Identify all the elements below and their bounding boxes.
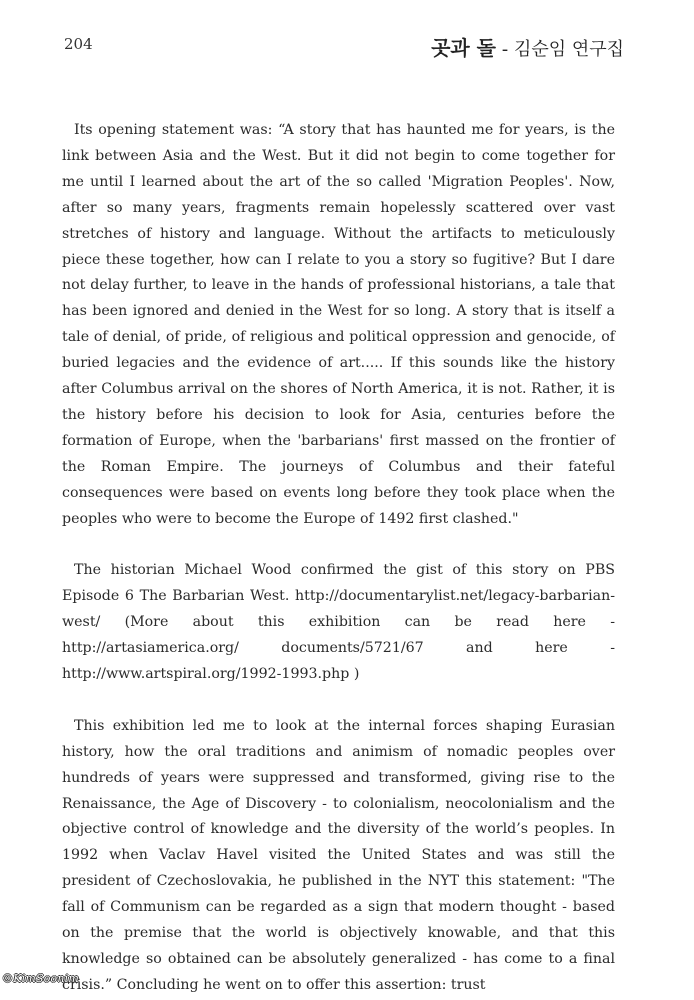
running-title-subtitle: - 김순임 연구집 (496, 39, 624, 60)
running-title (431, 32, 624, 61)
body-text (62, 118, 615, 999)
copyright-watermark: ©KimSoonim (2, 972, 79, 985)
page-number: 204 (64, 35, 93, 53)
paragraph-michael-wood: The historian Michael Wood confirmed the gist of this story on PBS Episode 6 The Barbarian West. http://documentarylist.net/legacy-barbarian-west/ (More about this exhibition can be read here - http://artasiamerica.org/ documents/5721/67 and here -http://www.artspiral.org/1992-1993.php ) (62, 562, 615, 683)
page-header (0, 0, 694, 80)
paragraph-eurasian-history: This exhibition led me to look at the internal forces shaping Eurasian history, how the oral traditions and animism of nomadic peoples over hundreds of years were suppressed and transformed, giving rise to the Renaissance, the Age of Discovery - to colonialism, neocolonialism and the objective control of knowledge and the diversity of the world’s peoples. In 1992 when Vaclav Havel visited the United States and was still the president of Czechoslovakia, he published in the NYT this statement: "The fall of Communism can be regarded as a sign that modern thought - based on the premise that the world is objectively knowable, and that this knowledge so obtained can be absolutely generalized - has come to a final crisis.” Concluding he went on to offer this assertion: trust (62, 717, 615, 993)
running-title-main: 곳과 돌 (431, 36, 496, 60)
paragraph-opening-statement: Its opening statement was: “A story that has haunted me for years, is the link between Asia and the West. But it did not begin to come together for me until I learned about the art of the so called 'Migration Peoples'. Now, after so many years, fragments remain hopelessly scattered over vast stretches of history and language. Without the artifacts to meticulously piece these together, how can I relate to you a story so fugitive? But I dare not delay further, to leave in the hands of professional historians, a tale that has been ignored and denied in the West for so long. A story that is itself a tale of denial, of pride, of religious and political oppression and genocide, of buried legacies and the evidence of art..... If this sounds like the history after Columbus arrival on the shores of North America, it is not. Rather, it is the history before his decision to look for Asia, centuries before the formation of Europe, when the 'barbarians' first massed on the frontier of the Roman Empire. The journeys of Columbus and their fateful consequences were based on events long before they took place when the peoples who were to become the Europe of 1492 first clashed." (62, 122, 615, 527)
